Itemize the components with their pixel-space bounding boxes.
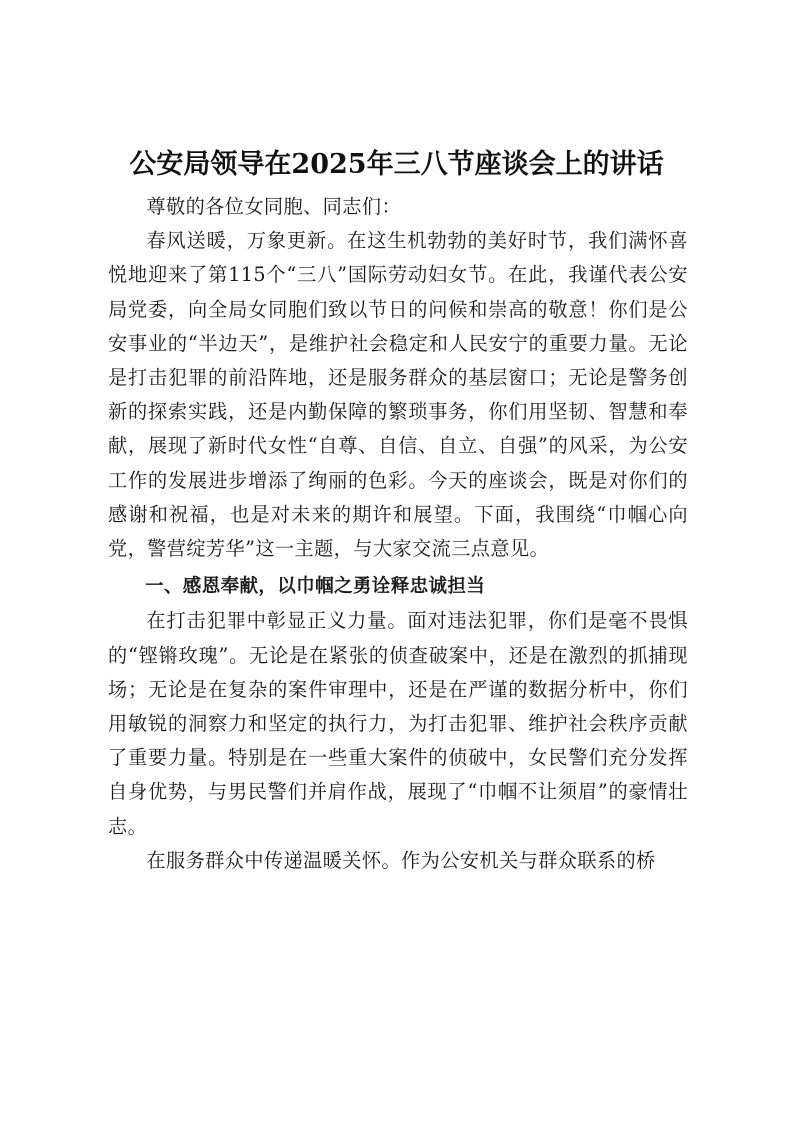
document-title: 公安局领导在2025年三八节座谈会上的讲话 xyxy=(129,149,664,180)
section1-paragraph-1: 在打击犯罪中彰显正义力量。面对违法犯罪，你们是毫不畏惧的“铿锵玫瑰”。无论是在紧张的侦查破案中，还是在激烈的抓捕现场；无论是在复杂的案件审理中，还是在严谨的数据分析中，你们用敏锐的洞察力和坚定的执行力，为打击犯罪、维护社会秩序贡献了重要力量。特别是在一些重大案件的侦破中，女民警们充分发挥自身优势，与男民警们并肩作战，展现了“巾帼不让须眉”的豪情壮志。 xyxy=(108,609,688,838)
section-heading-1: 一、感恩奉献，以巾帼之勇诠释忠诚担当 xyxy=(145,576,486,598)
document-body xyxy=(108,190,688,878)
section1-paragraph-2: 在服务群众中传递温暖关怀。作为公安机关与群众联系的桥 xyxy=(146,848,656,872)
greeting: 尊敬的各位女同胞、同志们： xyxy=(146,195,402,218)
intro-paragraph: 春风送暖，万象更新。在这生机勃勃的美好时节，我们满怀喜悦地迎来了第115个“三八”国际劳动妇女节。在此，我谨代表公安局党委，向全局女同胞们致以节日的问候和崇高的敬意！你们是公安事业的“半边天”，是维护社会稳定和人民安宁的重要力量。无论是打击犯罪的前沿阵地，还是服务群众的基层窗口；无论是警务创新的探索实践，还是内勤保障的繁琐事务，你们用坚韧、智慧和奉献，展现了新时代女性“自尊、自信、自立、自强”的风采，为公安工作的发展进步增添了绚丽的色彩。今天的座谈会，既是对你们的感谢和祝福，也是对未来的期许和展望。下面，我围绕“巾帼心向党，警营绽芳华”这一主题，与大家交流三点意见。 xyxy=(108,229,688,561)
